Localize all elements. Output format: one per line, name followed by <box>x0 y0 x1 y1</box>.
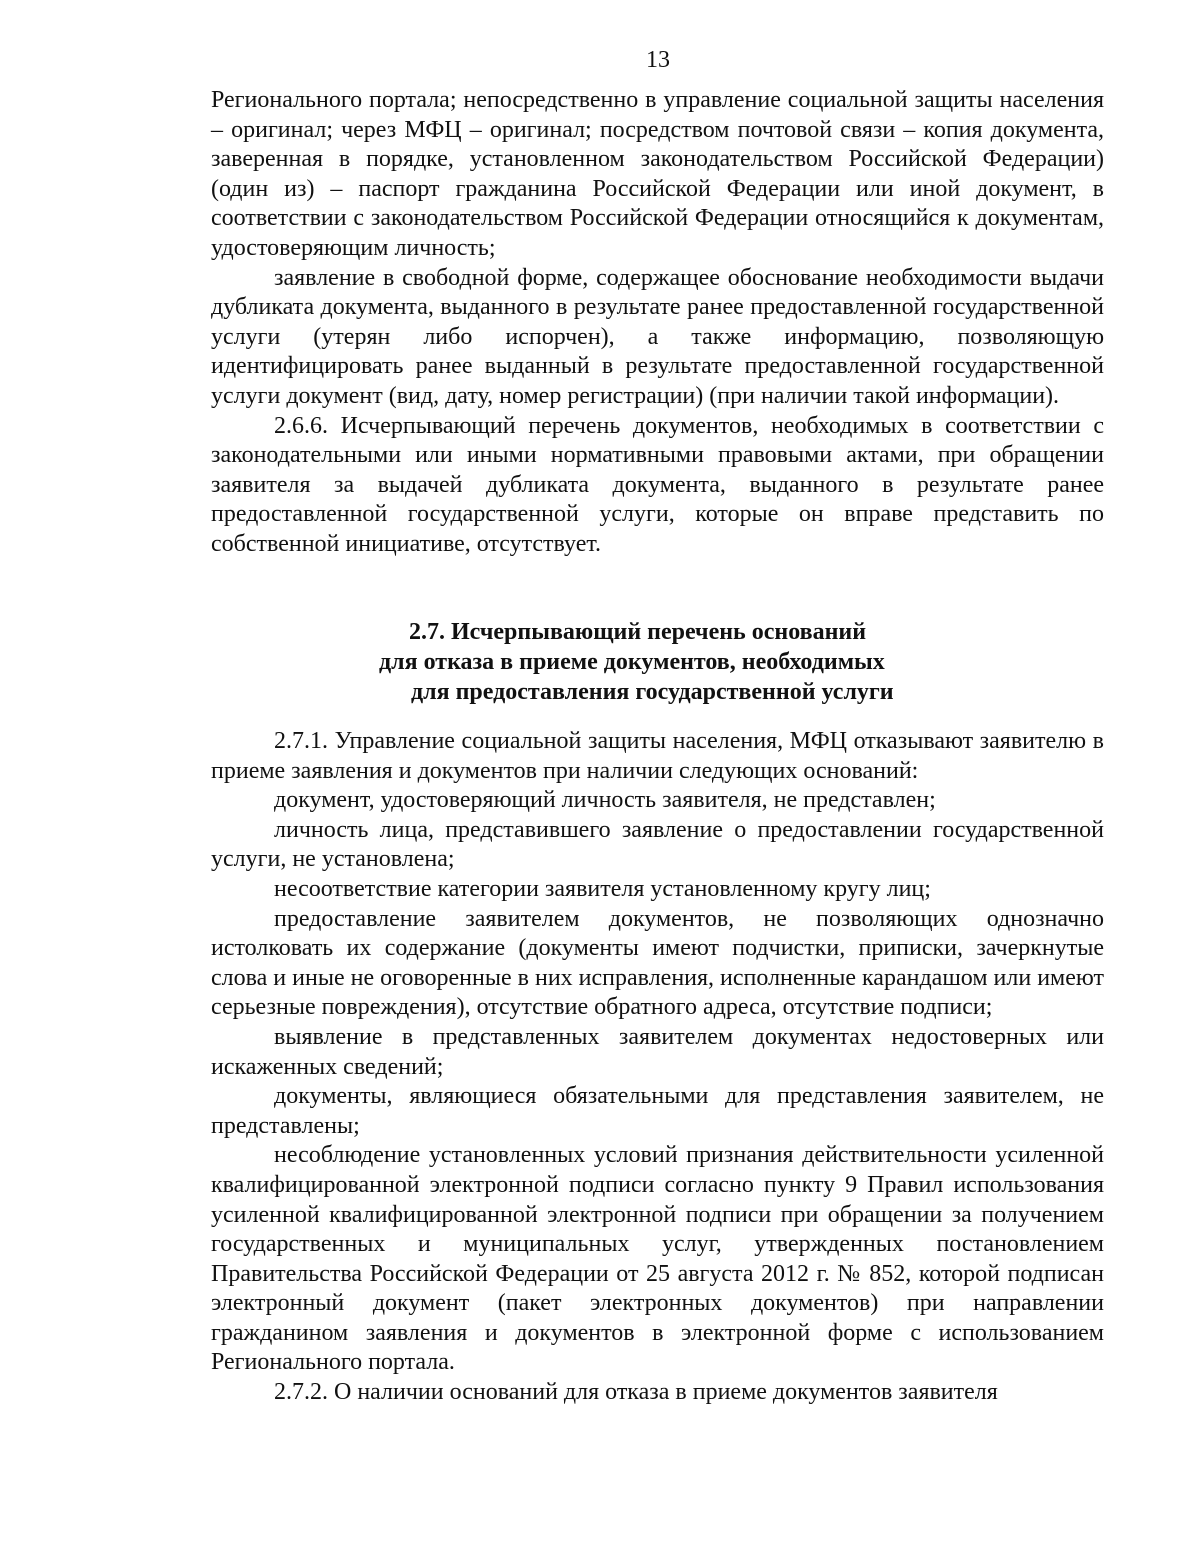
heading-line-3: для предоставления государственной услуги <box>411 679 894 705</box>
heading-line-2: для отказа в приеме документов, необходимых <box>379 649 885 675</box>
heading-line-1: 2.7. Исчерпывающий перечень оснований <box>409 619 867 645</box>
list-item-identity-not-established: личность лица, представившего заявление о предоставлении государственной услуги, не установлена; <box>211 816 1104 873</box>
list-item-identity-document: документ, удостоверяющий личность заявителя, не представлен; <box>274 787 936 814</box>
section-2-7-text-block <box>211 727 1104 1408</box>
paragraph-continuation: Регионального портала; непосредственно в управление социальной защиты населения – оригинал; через МФЦ – оригинал; посредством почтовой связи – копия документа, заверенная в порядке, установленном законодательством Российской Федерации) (один из) – паспорт гражданина Российской Федерации или иной документ, в соответствии с законодательством Российской Федерации относящийся к документам, удостоверяющим личность; <box>211 87 1104 261</box>
section-heading-2-7 <box>211 617 1104 707</box>
list-item-mandatory-documents: документы, являющиеся обязательными для представления заявителем, не представлены; <box>211 1083 1104 1139</box>
page-number: 13 <box>646 47 670 73</box>
paragraph-2-6-6: 2.6.6. Исчерпывающий перечень документов, необходимых в соответствии с законодательными или иными нормативными правовыми актами, при обращении заявителя за выдачей дубликата документа, выданного в результате ранее предоставленной государственной услуги, которые он вправе представить по собственной инициативе, отсутствует. <box>211 412 1104 557</box>
paragraph-2-7-1: 2.7.1. Управление социальной защиты населения, МФЦ отказывают заявителю в приеме заявления и документов при наличии следующих оснований: <box>211 728 1104 784</box>
list-item-false-information: выявление в представленных заявителем документах недостоверных или искаженных сведений; <box>211 1023 1104 1080</box>
list-item-electronic-signature: несоблюдение установленных условий признания действительности усиленной квалифицированной электронной подписи согласно пункту 9 Правил использования усиленной квалифицированной электронной подписи при обращении за получением государственных и муниципальных услуг, утвержденных постановлением Правительства Российской Федерации от 25 августа 2012 г. № 852, которой подписан электронный документ (пакет электронных документов) при направлении гражданином заявления и документов в электронной форме с использованием Регионального портала. <box>211 1142 1104 1376</box>
top-text-block <box>211 86 1104 560</box>
list-item-ambiguous-documents: предоставление заявителем документов, не позволяющих однозначно истолковать их содержание (документы имеют подчистки, приписки, зачеркнутые слова и иные не оговоренные в них исправления, исполненные карандашом или имеют серьезные повреждения), отсутствие обратного адреса, отсутствие подписи; <box>211 905 1104 1021</box>
paragraph-2-7-2: 2.7.2. О наличии оснований для отказа в приеме документов заявителя <box>274 1379 998 1406</box>
paragraph-free-form-application: заявление в свободной форме, содержащее обоснование необходимости выдачи дубликата документа, выданного в результате ранее предоставленной государственной услуги (утерян либо испорчен), а также информацию, позволяющую идентифицировать ранее выданный в результате предоставленной государственной услуги документ (вид, дату, номер регистрации) (при наличии такой информации). <box>211 264 1104 409</box>
list-item-category-mismatch: несоответствие категории заявителя установленному кругу лиц; <box>274 875 931 902</box>
